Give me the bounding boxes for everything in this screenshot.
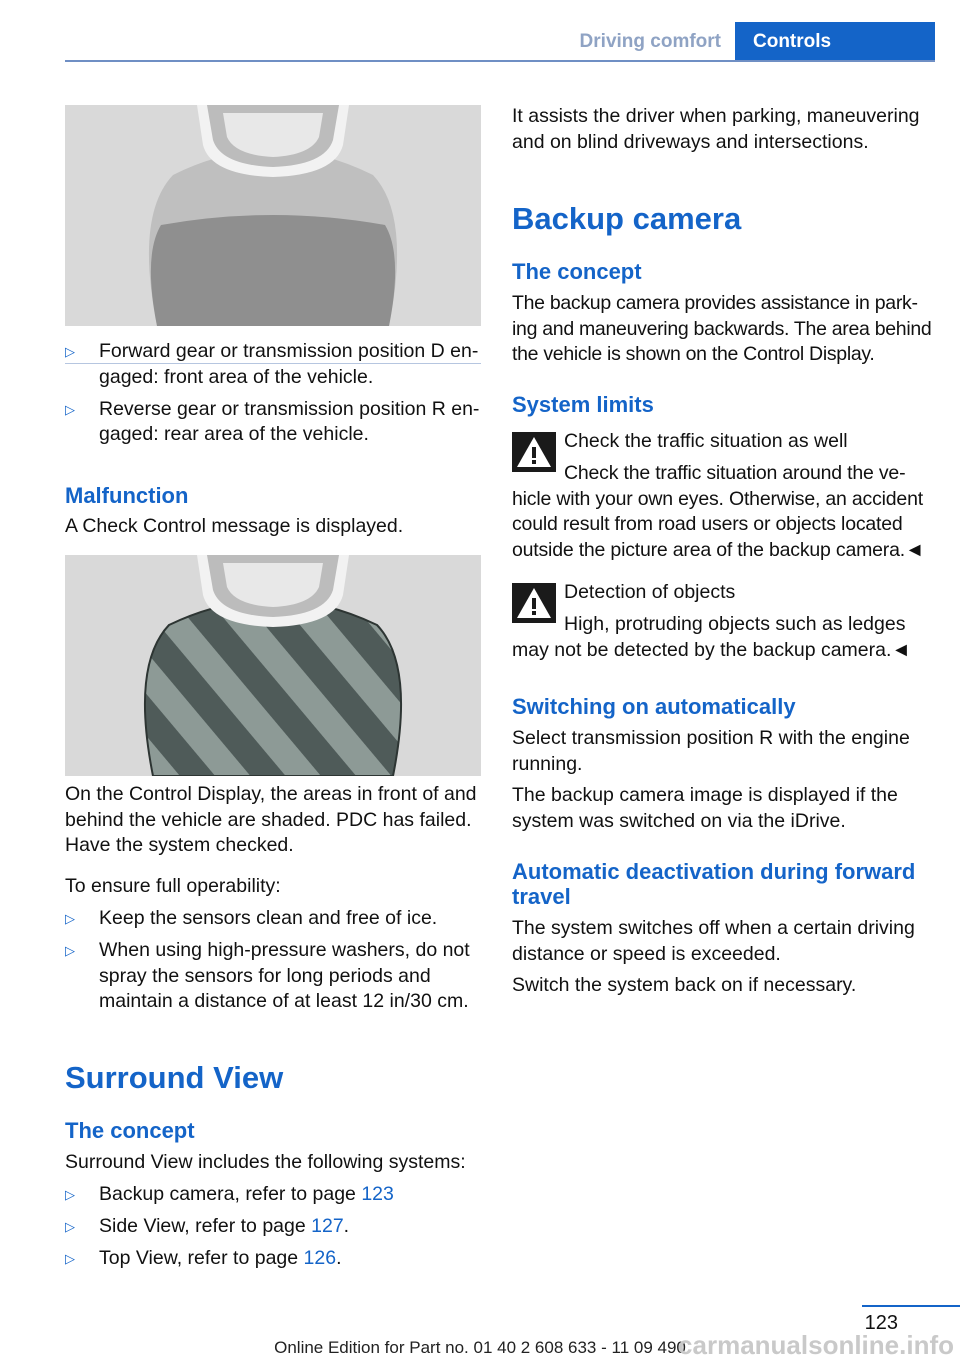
page-link-top-view[interactable]: 126 [303,1247,337,1269]
triangle-bullet-icon: ▷ [65,344,75,359]
pdc-front-area-figure [65,105,481,326]
list-item: ▷ Side View, refer to page 127. [65,1214,481,1240]
surround-concept-heading: The concept [65,1118,195,1143]
warning2-title: Detection of objects [564,581,736,603]
pdc-failed-figure [65,555,481,776]
operability-list [65,906,481,1021]
operability-intro: To ensure full operability: [65,875,281,897]
warning1-body: Check the traffic situation around the vehicle with your own eyes. Otherwise, an accident could result from road users or objects located outside the picture area of the backup camera.◄ [512,462,925,561]
edition-note: Online Edition for Part no. 01 40 2 608 633 - 11 09 490 [274,1338,686,1357]
list-item: ▷ Keep the sensors clean and free of ice. [65,906,481,932]
shaded-areas-text: On the Control Display, the areas in front of and behind the vehicle are shaded. PDC has failed. Have the system checked. [65,783,477,856]
auto-on-text-1: Select transmission position R with the engine running. [512,727,910,775]
list-item: ▷ Reverse gear or transmission position R engaged: rear area of the vehicle. [65,397,480,445]
divider [65,363,481,364]
page-link-side-view[interactable]: 127 [311,1215,344,1237]
backup-concept-text: The backup camera provides assistance in parking and maneuvering backwards. The area behind the vehicle is shown on the Control Display. [512,292,932,365]
list-item: ▷ Top View, refer to page 126. [65,1246,481,1272]
auto-off-heading: Automatic deactivation during forward travel [512,859,916,909]
system-limits-heading: System limits [512,392,654,417]
page-link-backup-camera[interactable]: 123 [361,1183,394,1205]
malfunction-text: A Check Control message is displayed. [65,515,404,537]
triangle-bullet-icon: ▷ [65,401,75,417]
malfunction-heading: Malfunction [65,483,189,508]
surround-concept-text: Surround View includes the following systems: [65,1151,466,1173]
surround-view-heading: Surround View [65,1060,284,1095]
warning2-body: High, protruding objects such as ledges may not be detected by the backup camera.◄ [512,613,911,661]
triangle-bullet-icon: ▷ [65,911,75,926]
watermark: carmanualsonline.info [678,1330,954,1360]
header-chapter: Controls [735,22,935,62]
surround-systems-list [65,1182,481,1278]
header-rule [65,60,935,62]
triangle-bullet-icon: ▷ [65,1187,75,1202]
backup-concept-heading: The concept [512,259,642,284]
backup-camera-heading: Backup camera [512,201,742,236]
auto-on-text-2: The backup camera image is displayed if the system was switched on via the iDrive. [512,784,898,832]
page-number: 123 [864,1312,898,1334]
list-item: ▷ When using high-pressure washers, do not spray the sensors for long periods and maintain a distance of at least 12 in/30 cm. [65,939,470,1012]
triangle-bullet-icon: ▷ [65,1219,75,1234]
list-item: ▷ Forward gear or transmission position D engaged: front area of the vehicle. [65,340,479,388]
gear-position-list [65,339,481,454]
intro-text: It assists the driver when parking, maneuvering and on blind driveways and intersections. [512,105,920,153]
header-section: Driving comfort [579,31,721,52]
list-item: ▷ Backup camera, refer to page 123 [65,1182,481,1208]
warning1-title: Check the traffic situation as well [564,430,848,452]
auto-on-heading: Switching on automatically [512,694,796,719]
footer-rule [862,1305,960,1307]
triangle-bullet-icon: ▷ [65,943,75,958]
triangle-bullet-icon: ▷ [65,1251,75,1266]
auto-off-text-2: Switch the system back on if necessary. [512,974,857,996]
auto-off-text-1: The system switches off when a certain driving distance or speed is exceeded. [512,917,915,965]
